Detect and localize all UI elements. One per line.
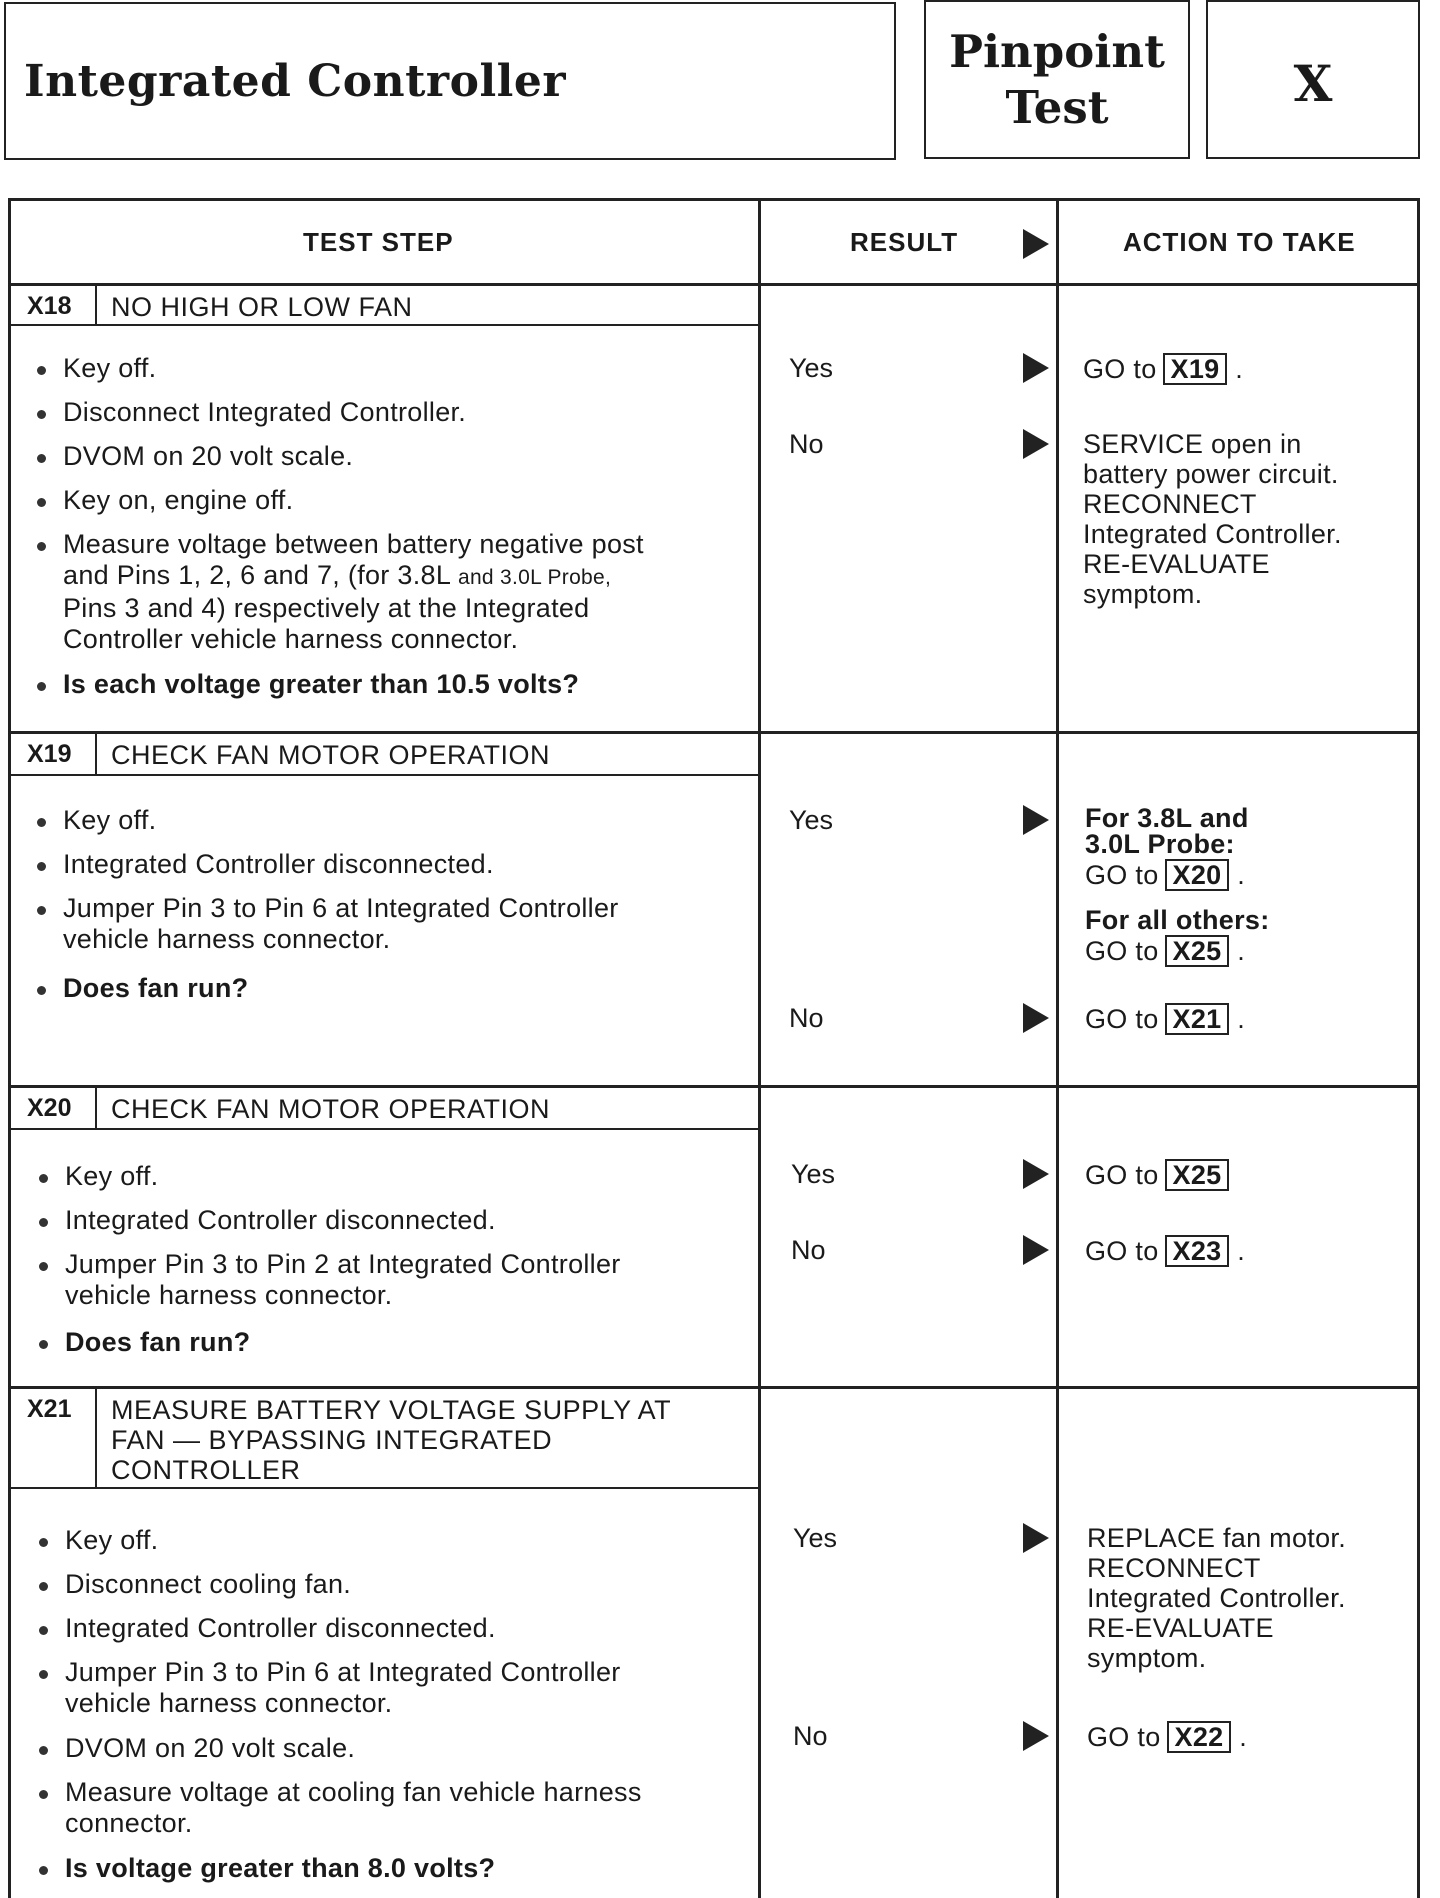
step-title-line: FAN — BYPASSING INTEGRATED [111,1425,553,1455]
step-question: Is each voltage greater than 10.5 volts? [33,669,579,700]
measure-small-text: and 3.0L Probe, [457,566,612,589]
result-no: No [793,1721,828,1751]
result-arrow-icon [1023,1523,1049,1553]
result-yes: Yes [789,353,834,383]
goto-line [1085,935,1270,967]
condition-line: 3.0L Probe: [1085,829,1235,859]
step-bullet-measure [33,529,733,655]
step-id: X18 [11,286,97,324]
step-bullet: Disconnect cooling fan. [35,1569,351,1600]
step-bullet: Key off. [35,1525,158,1556]
goto-end: . [1239,1722,1248,1752]
step-question: Does fan run? [35,1327,250,1358]
goto-text: GO to [1085,936,1159,966]
step-title: NO HIGH OR LOW FAN [111,292,413,322]
step-ref-x25[interactable]: X25 [1165,935,1230,967]
step-ref-x22[interactable]: X22 [1167,1721,1232,1753]
page-title: Integrated Controller [24,56,567,107]
step-ref-x25[interactable]: X25 [1165,1159,1230,1191]
step-id: X19 [11,734,97,774]
result-arrow-icon [1023,805,1049,835]
condition-line: For all others: [1085,905,1270,935]
jumper-line: vehicle harness connector. [65,1688,393,1718]
col-action: ACTION TO TAKE [1123,227,1356,257]
step-title: CHECK FAN MOTOR OPERATION [111,740,551,770]
measure-line: Measure voltage at cooling fan vehicle harness [65,1777,642,1807]
jumper-line: Jumper Pin 3 to Pin 6 at Integrated Controller [63,893,619,923]
goto-text: GO to [1085,860,1159,890]
action-line: RECONNECT [1087,1553,1261,1583]
goto-text: GO to [1087,1722,1161,1752]
action-line: REPLACE fan motor. [1087,1523,1347,1553]
action-line: RE-EVALUATE [1083,549,1270,579]
goto-line [1085,859,1270,891]
action-goto [1085,1003,1245,1035]
step-bullet: Key off. [35,1161,158,1192]
action-line: battery power circuit. [1083,459,1339,489]
action-line: RECONNECT [1083,489,1257,519]
step-question: Is voltage greater than 8.0 volts? [35,1853,495,1884]
condition-line: For 3.8L and [1085,803,1249,833]
step-id: X21 [11,1389,97,1487]
step-title [111,1395,749,1485]
step-bullet: DVOM on 20 volt scale. [35,1733,355,1764]
col-test-step: TEST STEP [303,227,454,257]
measure-text: and Pins 1, 2, 6 and 7, (for 3.8L [63,560,451,590]
goto-end: . [1237,860,1246,890]
measure-line: Controller vehicle harness connector. [63,624,519,654]
step-header-x19 [11,734,759,776]
step-bullet: Key on, engine off. [33,485,293,516]
action-line: RE-EVALUATE [1087,1613,1274,1643]
action-line: Integrated Controller. [1083,519,1342,549]
step-bullet-measure [35,1777,735,1839]
section-box [1206,0,1420,159]
step-bullet: Key off. [33,805,156,836]
result-yes: Yes [791,1159,836,1189]
step-ref-x23[interactable]: X23 [1165,1235,1230,1267]
result-yes: Yes [793,1523,838,1553]
step-ref-x19[interactable]: X19 [1163,353,1228,385]
action-goto [1087,1721,1247,1753]
title-box [4,2,896,160]
goto-text: GO to [1085,1236,1159,1266]
step-header-x20 [11,1088,759,1130]
jumper-line: vehicle harness connector. [63,924,391,954]
result-arrow-icon [1023,1003,1049,1033]
result-yes: Yes [789,805,834,835]
action-line: symptom. [1087,1643,1207,1673]
pinpoint-line2: Test [1005,81,1109,134]
step-header-x18 [11,286,759,326]
measure-line [63,560,733,593]
pinpoint-box [924,0,1190,159]
action-goto [1085,1159,1229,1191]
step-bullet-jumper [35,1249,735,1311]
goto-text: GO to [1085,1160,1159,1190]
goto-end: . [1237,936,1246,966]
jumper-line: Jumper Pin 3 to Pin 2 at Integrated Controller [65,1249,621,1279]
col-result: RESULT [850,227,959,257]
step-ref-x21[interactable]: X21 [1165,1003,1230,1035]
step-title: CHECK FAN MOTOR OPERATION [111,1094,551,1124]
action-text [1087,1523,1346,1673]
action-text [1083,429,1342,609]
step-bullet: Integrated Controller disconnected. [33,849,494,880]
step-bullet: Integrated Controller disconnected. [35,1205,496,1236]
action-goto [1085,1235,1245,1267]
action-conditional [1085,805,1270,967]
goto-end: . [1237,1004,1246,1034]
pinpoint-label [926,24,1188,136]
step-title-line: CONTROLLER [111,1455,301,1485]
action-goto [1083,353,1243,385]
goto-end: . [1235,354,1244,384]
step-bullet: Key off. [33,353,156,384]
jumper-line: vehicle harness connector. [65,1280,393,1310]
step-id: X20 [11,1088,97,1128]
step-bullet: DVOM on 20 volt scale. [33,441,353,472]
goto-end: . [1237,1236,1246,1266]
result-arrow-icon [1023,1159,1049,1189]
result-arrow-icon [1023,353,1049,383]
action-line: Integrated Controller. [1087,1583,1346,1613]
measure-line: Pins 3 and 4) respectively at the Integrated [63,593,590,623]
step-bullet-jumper [33,893,733,955]
pinpoint-table [8,198,1420,1898]
section-letter: X [1293,54,1333,113]
step-title-line: MEASURE BATTERY VOLTAGE SUPPLY AT [111,1395,672,1425]
result-arrow-icon [1023,429,1049,459]
pinpoint-line1: Pinpoint [949,25,1165,78]
jumper-line: Jumper Pin 3 to Pin 6 at Integrated Controller [65,1657,621,1687]
measure-line: connector. [65,1808,193,1838]
column-divider-1 [758,201,761,1898]
result-no: No [789,1003,824,1033]
goto-text: GO to [1083,354,1157,384]
result-no: No [791,1235,826,1265]
goto-text: GO to [1085,1004,1159,1034]
measure-line: Measure voltage between battery negative post [63,529,644,559]
step-header-x21 [11,1389,759,1489]
action-line: SERVICE open in [1083,429,1302,459]
step-bullet-jumper [35,1657,735,1719]
step-bullet: Integrated Controller disconnected. [35,1613,496,1644]
step-bullet: Disconnect Integrated Controller. [33,397,466,428]
result-arrow-icon [1023,1721,1049,1751]
step-ref-x20[interactable]: X20 [1165,859,1230,891]
result-no: No [789,429,824,459]
result-arrow-icon [1023,229,1049,259]
step-question: Does fan run? [33,973,248,1004]
column-divider-2 [1056,201,1059,1898]
result-arrow-icon [1023,1235,1049,1265]
action-line: symptom. [1083,579,1203,609]
